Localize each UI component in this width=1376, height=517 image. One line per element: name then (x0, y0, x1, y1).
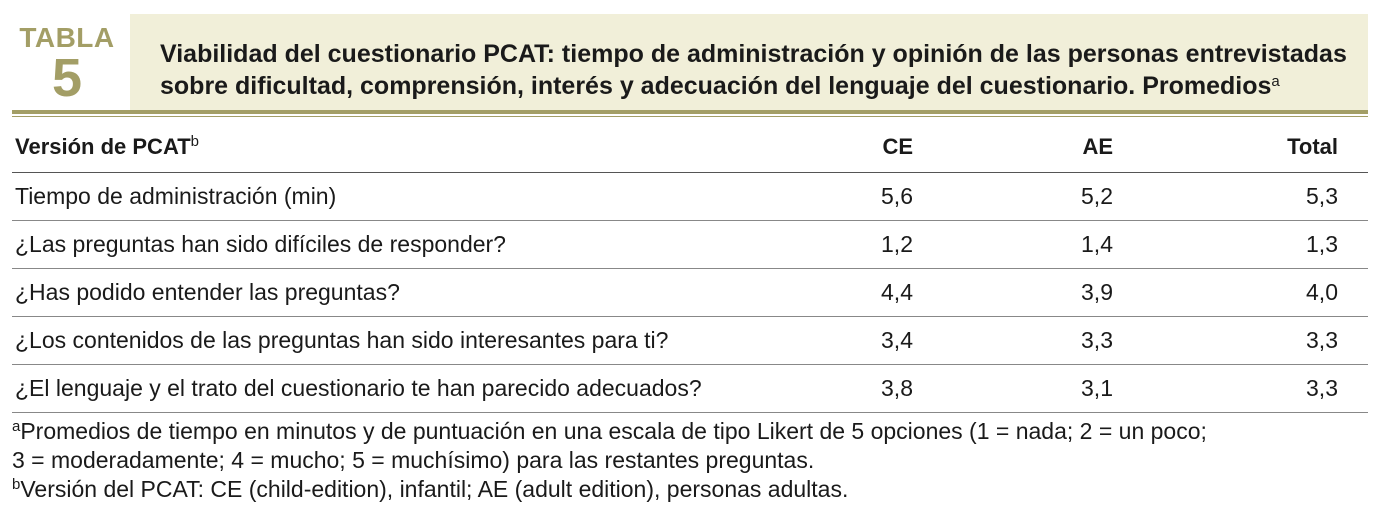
cell-ae: 1,4 (913, 221, 1113, 269)
footnote-text: Promedios de tiempo en minutos y de puntuación en una escala de tipo Likert de 5 opciones (1 = nada; 2 = un poco; (20, 418, 1207, 444)
data-table (12, 122, 1368, 413)
table-label-box (12, 8, 122, 110)
footnotes (12, 417, 1368, 504)
cell-total: 3,3 (1113, 365, 1368, 413)
table-row (12, 317, 1368, 365)
title-footnote-marker: a (1271, 73, 1280, 90)
table-row (12, 269, 1368, 317)
table-header-row (12, 122, 1368, 173)
cell-ae: 3,1 (913, 365, 1113, 413)
column-header-version (12, 122, 793, 173)
row-label: ¿El lenguaje y el trato del cuestionario te han parecido adecuados? (12, 365, 793, 413)
column-footnote-marker: b (190, 133, 199, 150)
column-header-ce: CE (793, 122, 913, 173)
cell-ce: 4,4 (793, 269, 913, 317)
header-rule-thin (12, 116, 1368, 117)
row-label: Tiempo de administración (min) (12, 173, 793, 221)
column-header-ae: AE (913, 122, 1113, 173)
cell-total: 3,3 (1113, 317, 1368, 365)
footnote-marker: b (12, 476, 21, 493)
cell-total: 1,3 (1113, 221, 1368, 269)
footnote-marker: a (12, 418, 21, 435)
header-rule (12, 110, 1368, 114)
column-header-version-text: Versión de PCAT (15, 134, 191, 159)
footnote-line (12, 446, 1368, 475)
table-row (12, 173, 1368, 221)
cell-total: 4,0 (1113, 269, 1368, 317)
cell-ae: 3,9 (913, 269, 1113, 317)
table-row (12, 365, 1368, 413)
row-label: ¿Los contenidos de las preguntas han sido interesantes para ti? (12, 317, 793, 365)
table-label: TABLA (19, 22, 115, 53)
column-header-total: Total (1113, 122, 1368, 173)
table-header (12, 8, 1368, 110)
row-label: ¿Has podido entender las preguntas? (12, 269, 793, 317)
cell-ce: 1,2 (793, 221, 913, 269)
cell-ce: 5,6 (793, 173, 913, 221)
table-row (12, 221, 1368, 269)
row-label: ¿Las preguntas han sido difíciles de responder? (12, 221, 793, 269)
footnote-line (12, 475, 1368, 504)
cell-ce: 3,4 (793, 317, 913, 365)
footnote-line (12, 417, 1368, 446)
cell-ce: 3,8 (793, 365, 913, 413)
footnote-text: 3 = moderadamente; 4 = mucho; 5 = muchísimo) para las restantes preguntas. (12, 447, 815, 473)
cell-total: 5,3 (1113, 173, 1368, 221)
title-box (130, 14, 1368, 110)
footnote-text: Versión del PCAT: CE (child-edition), infantil; AE (adult edition), personas adultas. (20, 476, 849, 502)
cell-ae: 5,2 (913, 173, 1113, 221)
table-title-text: Viabilidad del cuestionario PCAT: tiempo de administración y opinión de las personas entrevistadas sobre dificultad, comprensión, interés y adecuación del lenguaje del cuestionario. Promedios (160, 40, 1347, 100)
table-title (160, 38, 1350, 102)
table-number: 5 (51, 48, 83, 108)
cell-ae: 3,3 (913, 317, 1113, 365)
